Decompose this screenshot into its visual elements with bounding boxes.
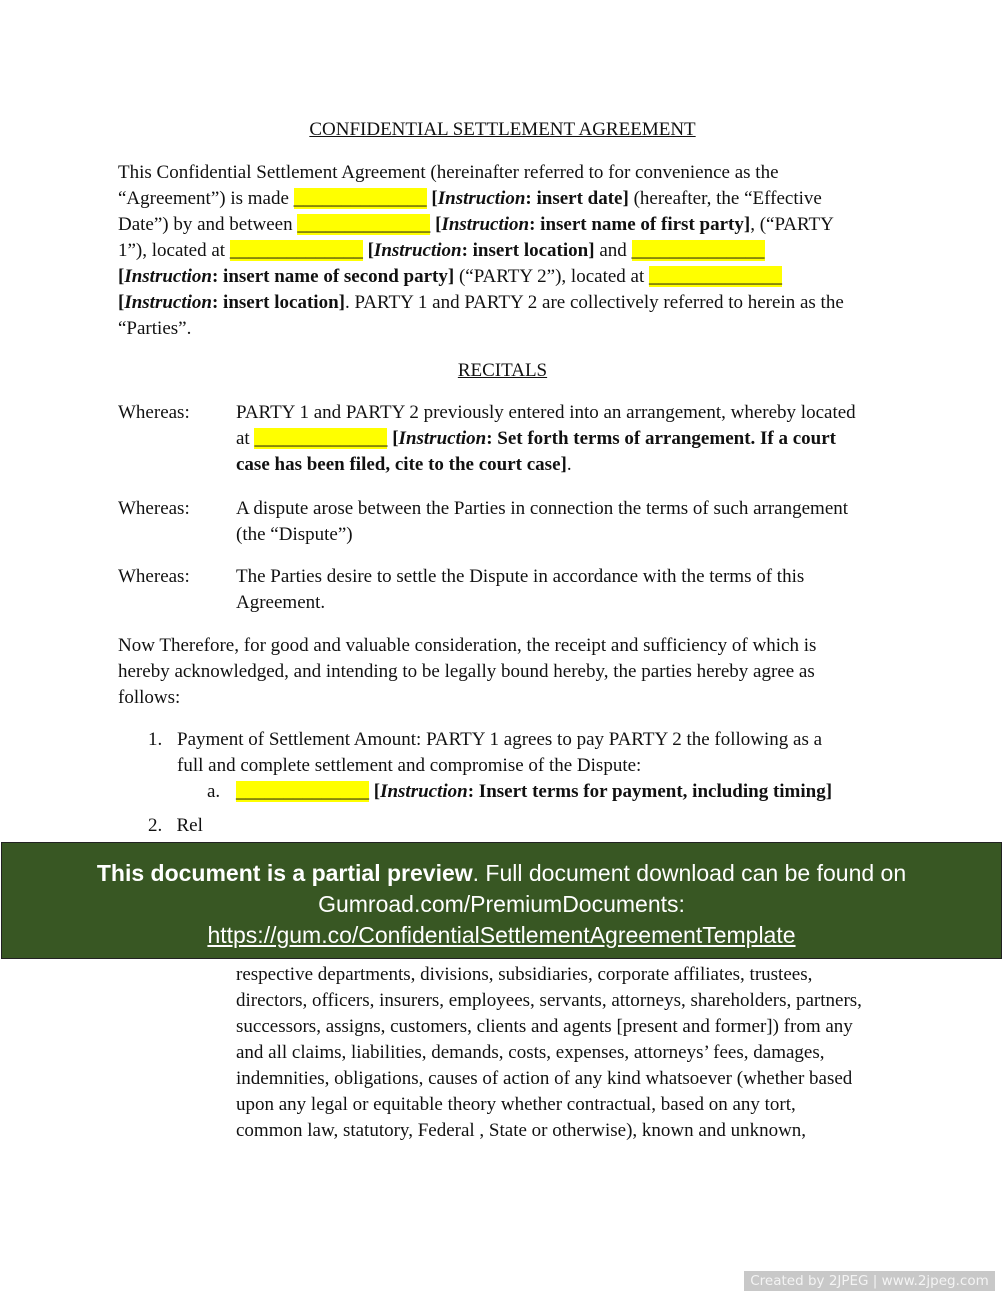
instruction-text: Instruction [441,214,530,235]
text-segment: . [566,454,572,475]
instruction-text: Instruction [437,188,526,209]
text-line [207,781,220,803]
text-segment: Payment of Settlement Amount: PARTY 1 agrees to pay PARTY 2 the following as a [177,729,823,750]
text-segment: 2. Rel [148,815,203,836]
download-link[interactable]: https://gum.co/ConfidentialSettlementAgreementTemplate [207,922,796,948]
fill-in-blank: ______________ [236,781,369,802]
text-segment: Whereas: [118,402,190,423]
text-line [236,498,848,520]
text-segment: (“PARTY 2”), located at [454,266,649,287]
instruction-text: : insert date] [525,188,629,209]
text-segment: full and complete settlement and compromise of the Dispute: [177,755,642,776]
text-segment: at [236,428,255,449]
text-line [236,964,812,986]
text-line [118,214,834,236]
text-segment: and all claims, liabilities, demands, costs, expenses, attorneys’ fees, damages, [236,1042,825,1063]
instruction-text: : insert location] [211,292,345,313]
text-segment: A dispute arose between the Parties in connection the terms of such arrangement [236,498,849,519]
instruction-text: : insert location] [461,240,595,261]
text-segment: successors, assigns, customers, clients and agents [present and former]) from any [236,1016,853,1037]
text-segment: upon any legal or equitable theory whether contractual, based on any tort, [236,1094,796,1115]
text-line [118,266,782,288]
fill-in-blank: ______________ [229,240,363,261]
banner-text: . Full document download can be found on [472,860,907,886]
text-line [118,635,816,657]
text-line [236,402,856,424]
text-segment: directors, officers, insurers, employees, servants, attorneys, shareholders, partners, [236,990,862,1011]
text-line [236,1042,824,1064]
text-line [236,1120,806,1142]
text-segment: Whereas: [118,498,190,519]
text-line [118,498,190,520]
instruction-text: [ [426,188,438,209]
instruction-text: [ [362,240,374,261]
instruction-text: [ [369,781,381,802]
text-segment: Whereas: [118,566,190,587]
text-line [118,402,190,424]
text-line [236,454,572,476]
text-segment: Now Therefore, for good and valuable consideration, the receipt and sufficiency of which is [118,635,817,656]
text-line [118,292,844,314]
text-segment: “Agreement”) is made [118,188,294,209]
fill-in-blank: ______________ [631,240,765,261]
preview-banner [1,842,1002,959]
text-line [236,1068,852,1090]
text-line [118,240,765,262]
watermark: Created by 2JPEG | www.2jpeg.com [744,1271,995,1291]
fill-in-blank: ______________ [649,266,782,287]
text-segment: “Parties”. [118,318,192,339]
text-line [177,755,641,777]
text-segment: . PARTY 1 and PARTY 2 are collectively referred to herein as the [344,292,844,313]
text-segment: a. [207,781,221,802]
text-line [236,428,836,450]
recitals-heading: RECITALS [457,360,548,381]
instruction-text: Instruction [373,240,462,261]
text-line [177,729,822,751]
text-segment: respective departments, divisions, subsidiaries, corporate affiliates, trustees, [236,964,813,985]
text-segment: indemnities, obligations, causes of action of any kind whatsoever (whether based [236,1068,853,1089]
fill-in-blank: ______________ [293,188,427,209]
text-line [236,781,832,803]
text-segment: hereby acknowledged, and intending to be legally bound hereby, the parties hereby agree as [118,661,815,682]
text-line [236,566,804,588]
instruction-text: : insert name of first party] [529,214,751,235]
text-line [236,524,353,546]
text-segment: Agreement. [236,592,326,613]
text-line [118,188,822,210]
text-line [236,592,325,614]
text-line [118,661,815,683]
fill-in-blank: ______________ [254,428,388,449]
instruction-text: Instruction [398,428,487,449]
instruction-text: Instruction [124,292,212,313]
instruction-text: case has been filed, cite to the court case] [236,454,567,475]
text-segment: (hereafter, the “Effective [628,188,822,209]
banner-bold-text: This document is a partial preview [96,860,473,886]
text-line [118,687,180,709]
instruction-text: Instruction [380,781,468,802]
instruction-text: : Insert terms for payment, including timing] [467,781,833,802]
instruction-text: [ [387,428,399,449]
text-segment: and [594,240,632,261]
instruction-text: : Set forth terms of arrangement. If a court [486,428,837,449]
text-segment: 1. [148,729,163,750]
instruction-text: [ [118,292,125,313]
text-segment: (the “Dispute”) [236,524,353,545]
text-line [118,566,190,588]
text-segment: common law, statutory, Federal , State or otherwise), known and unknown, [236,1120,807,1141]
text-segment: PARTY 1 and PARTY 2 previously entered into an arrangement, whereby located [236,402,856,423]
text-line [148,729,162,751]
text-line [236,1094,796,1116]
text-segment: , (“PARTY [750,214,834,235]
text-line [236,1016,853,1038]
text-line [148,815,203,837]
text-segment: 1”), located at [118,240,230,261]
text-segment: Date”) by and between [118,214,298,235]
fill-in-blank: ______________ [297,214,431,235]
instruction-text: Instruction [124,266,212,287]
document-title: CONFIDENTIAL SETTLEMENT AGREEMENT [309,119,696,140]
text-line [236,990,862,1012]
text-segment: This Confidential Settlement Agreement (hereinafter referred to for convenience as the [118,162,779,183]
text-line [118,162,779,184]
instruction-text: : insert name of second party] [211,266,455,287]
text-line [118,318,191,340]
text-segment: The Parties desire to settle the Dispute in accordance with the terms of this [236,566,805,587]
instruction-text: [ [118,266,125,287]
text-segment: follows: [118,687,181,708]
banner-line2: Gumroad.com/PremiumDocuments: [318,891,685,917]
instruction-text: [ [430,214,442,235]
